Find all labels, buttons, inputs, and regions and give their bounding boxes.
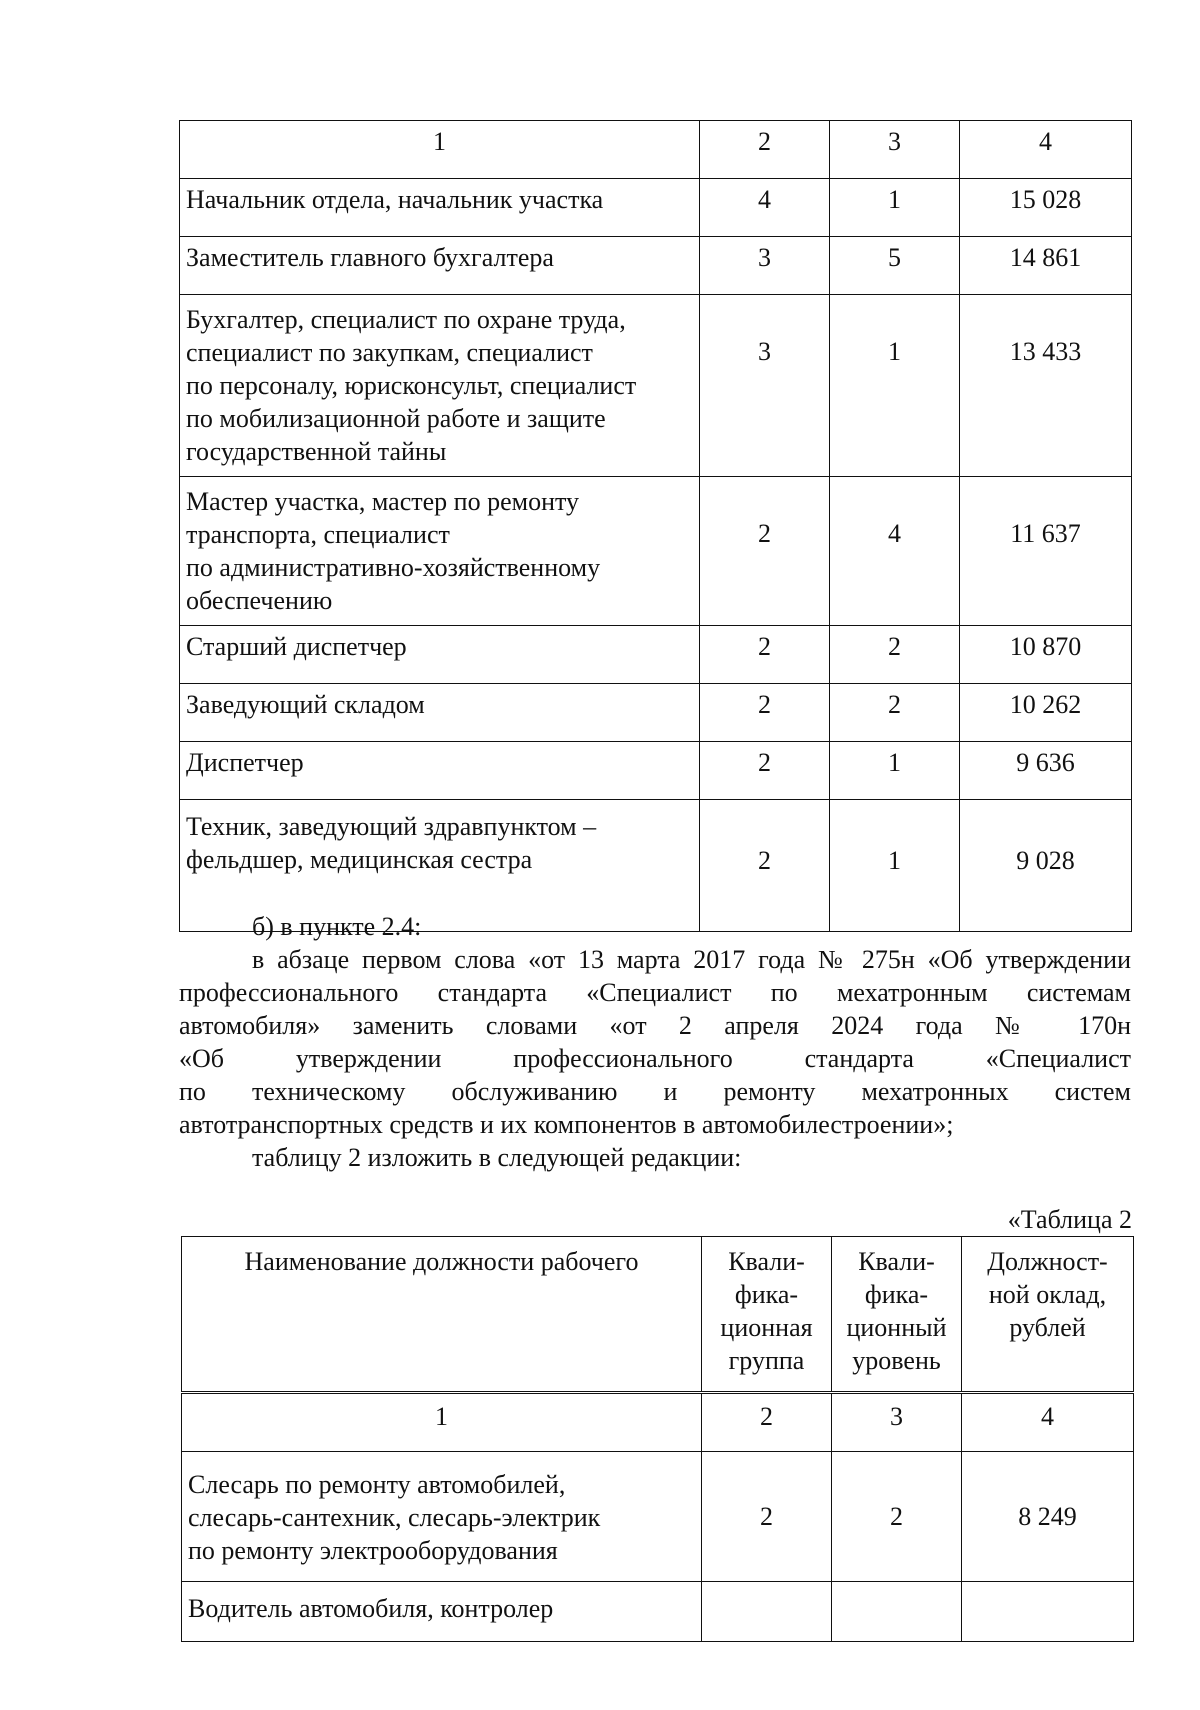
qualification-level — [832, 1582, 962, 1642]
position-line: по административно-хозяйственному — [186, 553, 601, 582]
qualification-level: 1 — [830, 295, 960, 477]
header-line: Должност- — [987, 1247, 1108, 1276]
table-instruction: таблицу 2 изложить в следующей редакции: — [252, 1143, 742, 1172]
position-name: Начальник отдела, начальник участка — [180, 179, 700, 237]
position-name: Диспетчер — [180, 742, 700, 800]
salary-value: 14 861 — [960, 237, 1132, 295]
column-number: 3 — [832, 1394, 962, 1452]
paragraph-line: «Об утверждении профессионального стандарта «Специалист — [179, 1044, 1131, 1073]
qualification-group — [702, 1582, 832, 1642]
salary-value: 9 028 — [960, 800, 1132, 932]
qualification-group: 2 — [700, 477, 830, 626]
qualification-level: 2 — [830, 684, 960, 742]
position-line: транспорта, специалист — [186, 520, 450, 549]
header-line: ционная — [720, 1313, 813, 1342]
table-row — [180, 179, 1132, 237]
table-row — [180, 477, 1132, 626]
qualification-level: 4 — [830, 477, 960, 626]
table-row — [182, 1452, 1134, 1582]
position-line: Техник, заведующий здравпунктом – — [186, 812, 597, 841]
salary-value: 8 249 — [962, 1452, 1134, 1582]
position-name — [180, 295, 700, 477]
column-header-position: Наименование должности рабочего — [182, 1237, 702, 1392]
header-line: ционный — [846, 1313, 947, 1342]
header-line: рублей — [1009, 1313, 1086, 1342]
position-line: слесарь-сантехник, слесарь-электрик — [188, 1503, 601, 1532]
position-line: по персоналу, юрисконсульт, специалист — [186, 371, 637, 400]
salary-table-1 — [179, 120, 1132, 932]
qualification-group: 4 — [700, 179, 830, 237]
column-header-group — [702, 1237, 832, 1392]
salary-value: 13 433 — [960, 295, 1132, 477]
header-line: фика- — [734, 1280, 799, 1309]
qualification-level: 1 — [830, 179, 960, 237]
table-2-caption: «Таблица 2 — [1007, 1205, 1132, 1234]
amendment-paragraph — [179, 943, 1131, 1141]
table-row — [180, 295, 1132, 477]
salary-value: 11 637 — [960, 477, 1132, 626]
table-row — [182, 1582, 1134, 1642]
paragraph-line: автотранспортных средств и их компонентов в автомобилестроении»; — [179, 1110, 954, 1139]
position-line: Слесарь по ремонту автомобилей, — [188, 1470, 566, 1499]
position-line: Мастер участка, мастер по ремонту — [186, 487, 579, 516]
position-line: по мобилизационной работе и защите — [186, 404, 606, 433]
position-line: Бухгалтер, специалист по охране труда, — [186, 305, 626, 334]
header-line: группа — [728, 1346, 805, 1375]
column-number: 4 — [960, 121, 1132, 179]
salary-value: 9 636 — [960, 742, 1132, 800]
qualification-group: 2 — [700, 684, 830, 742]
table-header-row — [182, 1237, 1134, 1392]
paragraph-line: автомобиля» заменить словами «от 2 апреля 2024 года № 170н — [179, 1011, 1131, 1040]
position-name: Заместитель главного бухгалтера — [180, 237, 700, 295]
column-header-level — [832, 1237, 962, 1392]
salary-table-2 — [181, 1393, 1134, 1642]
qualification-group: 2 — [700, 626, 830, 684]
column-number: 2 — [700, 121, 830, 179]
paragraph-line: по техническому обслуживанию и ремонту мехатронных систем — [179, 1077, 1131, 1106]
paragraph-line: в абзаце первом слова «от 13 марта 2017 года № 275н «Об утверждении — [252, 945, 1131, 974]
position-line: по ремонту электрооборудования — [188, 1536, 558, 1565]
position-line: специалист по закупкам, специалист — [186, 338, 593, 367]
header-line: ной оклад, — [988, 1280, 1107, 1309]
column-number: 1 — [180, 121, 700, 179]
qualification-group: 3 — [700, 237, 830, 295]
header-line: уровень — [852, 1346, 941, 1375]
salary-value — [962, 1582, 1134, 1642]
position-line: обеспечению — [186, 586, 333, 615]
position-name — [182, 1452, 702, 1582]
header-line: Квали- — [728, 1247, 805, 1276]
qualification-group: 2 — [700, 800, 830, 932]
column-number: 2 — [702, 1394, 832, 1452]
position-name — [180, 477, 700, 626]
position-name: Старший диспетчер — [180, 626, 700, 684]
column-header-salary — [962, 1237, 1134, 1392]
qualification-level: 5 — [830, 237, 960, 295]
qualification-group: 3 — [700, 295, 830, 477]
qualification-level: 1 — [830, 800, 960, 932]
salary-value: 10 870 — [960, 626, 1132, 684]
qualification-group: 2 — [700, 742, 830, 800]
column-number: 4 — [962, 1394, 1134, 1452]
table-row — [180, 742, 1132, 800]
column-number: 1 — [182, 1394, 702, 1452]
qualification-group: 2 — [702, 1452, 832, 1582]
salary-value: 10 262 — [960, 684, 1132, 742]
table-row — [180, 684, 1132, 742]
position-line: государственной тайны — [186, 437, 447, 466]
header-line: фика- — [864, 1280, 929, 1309]
table-number-row — [182, 1394, 1134, 1452]
table-row — [180, 237, 1132, 295]
table-header-row — [180, 121, 1132, 179]
qualification-level: 1 — [830, 742, 960, 800]
position-line: фельдшер, медицинская сестра — [186, 845, 533, 874]
qualification-level: 2 — [832, 1452, 962, 1582]
position-name: Заведующий складом — [180, 684, 700, 742]
salary-value: 15 028 — [960, 179, 1132, 237]
salary-table-2-header — [181, 1236, 1134, 1392]
header-line: Квали- — [858, 1247, 935, 1276]
position-name: Водитель автомобиля, контролер — [182, 1582, 702, 1642]
table-row — [180, 626, 1132, 684]
paragraph-line: профессионального стандарта «Специалист по мехатронным системам — [179, 978, 1131, 1007]
column-number: 3 — [830, 121, 960, 179]
item-b-heading: б) в пункте 2.4: — [252, 912, 422, 941]
qualification-level: 2 — [830, 626, 960, 684]
